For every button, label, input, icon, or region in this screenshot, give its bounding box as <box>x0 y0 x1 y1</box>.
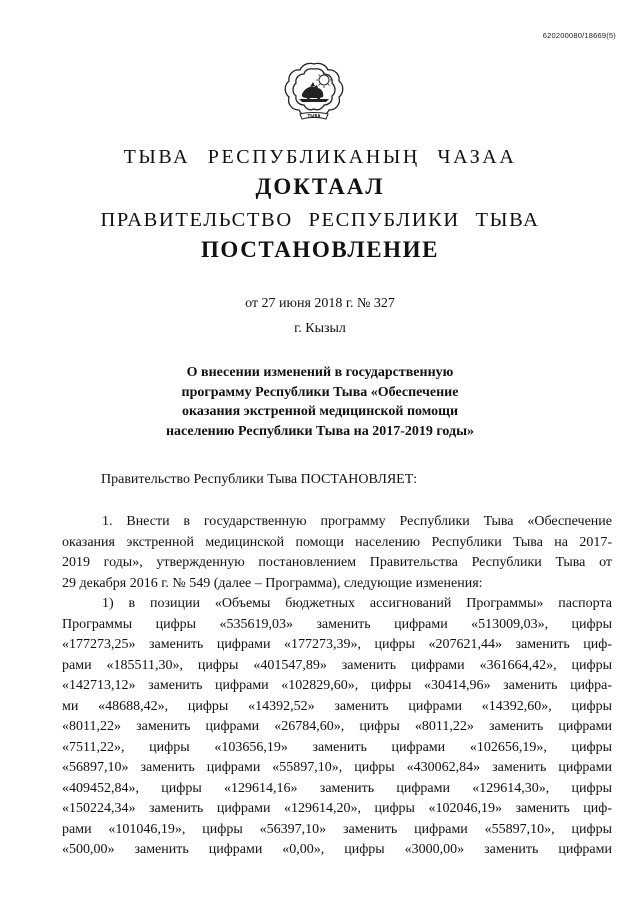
body-line: оказания экстренной медицинской помощи населению Республики Тыва на 2017- <box>62 534 612 550</box>
decree-date-number: от 27 июня 2018 г. № 327 <box>245 296 395 311</box>
subject-line: программу Республики Тыва «Обеспечение <box>181 384 459 400</box>
header-russian-decree: ПОСТАНОВЛЕНИЕ <box>200 237 440 262</box>
body-line: «500,00» заменить цифрами «0,00», цифры «3000,00» заменить цифрами <box>62 842 612 857</box>
body-line: «8011,22» заменить цифрами «26784,60», цифры «8011,22» заменить цифрами <box>62 719 612 734</box>
body-line: ми «48688,42», цифры «14392,52» заменить цифрами «14392,60», цифры <box>62 698 612 714</box>
emblem-icon <box>282 60 346 130</box>
body-line: 29 декабря 2016 г. № 549 (далее – Программа), следующие изменения: <box>62 575 483 591</box>
decree-city: г. Кызыл <box>294 321 346 336</box>
decree-body <box>62 512 612 861</box>
header-tuvan-government: ТЫВА РЕСПУБЛИКАНЫҢ ЧАЗАА <box>123 146 517 168</box>
body-line: «142713,12» заменить цифрами «102829,60», цифры «30414,96» заменить цифра- <box>62 678 612 693</box>
body-line: 2019 годы», утвержденную постановлением Правительства Республики Тыва от <box>62 555 612 570</box>
body-line: 1) в позиции «Объемы бюджетных ассигнований Программы» паспорта <box>102 596 612 611</box>
header-russian-government: ПРАВИТЕЛЬСТВО РЕСПУБЛИКИ ТЫВА <box>100 209 540 231</box>
body-line: 1. Внести в государственную программу Республики Тыва «Обеспечение <box>102 514 612 529</box>
body-line: рами «101046,19», цифры «56397,10» заменить цифрами «55897,10», цифры <box>62 821 612 837</box>
subject-line: населению Республики Тыва на 2017-2019 годы» <box>165 423 475 439</box>
body-line: «409452,84», цифры «129614,16» заменить цифрами «129614,30», цифры <box>62 780 612 796</box>
decree-subject <box>130 363 510 441</box>
subject-line: О внесении изменений в государственную <box>186 365 454 380</box>
document-number: 620200080/18669(5) <box>542 31 616 40</box>
body-line: «177273,25» заменить цифрами «177273,39», цифры «207621,44» заменить циф- <box>62 637 612 652</box>
body-line: Программы цифры «535619,03» заменить цифрами «513009,03», цифры <box>62 616 612 632</box>
body-line: рами «185511,30», цифры «401547,89» заменить цифрами «361664,42», цифры <box>62 657 612 673</box>
body-line: «56897,10» заменить цифрами «55897,10», цифры «430062,84» заменить цифрами <box>62 760 612 775</box>
emblem-ribbon-text: ТЫВА <box>307 113 321 119</box>
decree-preamble: Правительство Республики Тыва ПОСТАНОВЛЯЕТ: <box>101 472 418 487</box>
header-tuvan-decree: ДОКТААЛ <box>255 174 385 199</box>
body-line: «150224,34» заменить цифрами «129614,20», цифры «102046,19» заменить циф- <box>62 801 612 816</box>
subject-line: оказания экстренной медицинской помощи <box>181 404 459 419</box>
body-line: «7511,22», цифры «103656,19» заменить цифрами «102656,19», цифры <box>62 739 612 755</box>
